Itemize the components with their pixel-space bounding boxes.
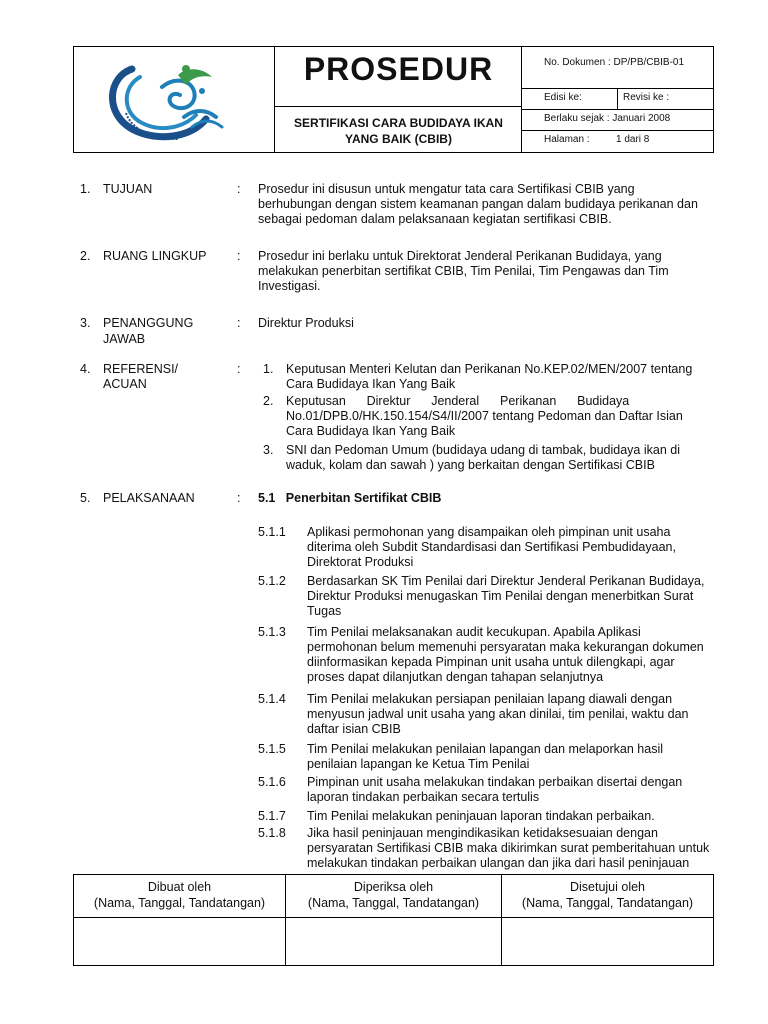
text-line: Tim Penilai melakukan penilaian lapangan dan melaporkan hasil: [307, 742, 664, 756]
text-line: Prosedur ini disusun untuk mengatur tata cara Sertifikasi CBIB yang: [258, 182, 635, 196]
text-line: SNI dan Pedoman Umum (budidaya udang di tambak, budidaya ikan di: [286, 443, 680, 457]
page-row: [522, 131, 713, 152]
text-line: diinformasikan kepada Pimpinan unit usaha untuk dilengkapi, agar: [307, 655, 675, 669]
procedure-item: [307, 574, 715, 619]
text-line: diterima oleh Subdit Standardisasi dan Sertifikasi Pembudidayaan,: [307, 540, 676, 554]
item-number: 5.1.2: [258, 574, 286, 588]
text-line: melakukan penerbitan sertifikat CBIB, Tim Penilai, Tim Pengawas dan Tim: [258, 264, 669, 278]
signature-title: Diperiksa oleh: [353, 880, 434, 894]
reference-item: [286, 394, 716, 439]
section-text: Direktur Produksi: [258, 316, 354, 330]
edition-label: Edisi ke:: [544, 92, 582, 103]
text-line: penilaian lapangan ke Ketua Tim Penilai: [307, 757, 530, 771]
logo-cell: [74, 47, 275, 152]
section-number: 2.: [80, 249, 91, 263]
section-number: 1.: [80, 182, 91, 196]
text-line: Cara Budidaya Ikan Yang Baik: [286, 424, 456, 438]
subsection-heading: 5.1 Penerbitan Sertifikat CBIB: [258, 491, 442, 505]
text-line: berhubungan dengan sistem keamanan pangan dalam budidaya perikanan dan: [258, 197, 698, 211]
document-meta: [522, 47, 713, 152]
signature-subtitle: (Nama, Tanggal, Tandatangan): [93, 896, 266, 910]
effective-row: [522, 110, 713, 131]
doc-number: No. Dokumen : DP/PB/CBIB-01: [544, 57, 685, 68]
text-line: daftar isian CBIB: [307, 722, 401, 736]
text-line: menyusun jadwal unit usaha yang akan dinilai, tim penilai, waktu dan: [307, 707, 689, 721]
text-line: No.01/DPB.0/HK.150.154/S4/II/2007 tentang Pedoman dan Daftar Isian: [286, 409, 683, 423]
section-label: PELAKSANAAN: [103, 491, 195, 505]
text-line: sebagai pedoman dalam pelaksanaan kegiatan sertifikasi CBIB.: [258, 212, 612, 226]
text-line: Jika hasil peninjauan mengindikasikan ketidaksesuaian dengan: [307, 826, 658, 840]
procedure-item: [307, 625, 715, 685]
text-line: Cara Budidaya Ikan Yang Baik: [286, 377, 456, 391]
reference-item: [286, 362, 716, 392]
section-label-line2: JAWAB: [103, 332, 146, 346]
text-line: Berdasarkan SK Tim Penilai dari Direktur Jenderal Perikanan Budidaya,: [307, 574, 705, 588]
text-line: melakukan tindakan perbaikan ulangan dan jika dari hasil peninjauan: [307, 856, 690, 870]
text-line: Direktorat Produksi: [307, 555, 414, 569]
text-line: laporan tindakan perbaikan secara tertulis: [307, 790, 540, 804]
signature-table: [73, 874, 714, 966]
text-line: Aplikasi permohonan yang disampaikan oleh pimpinan unit usaha: [307, 525, 671, 539]
section-label-line1: REFERENSI/: [103, 362, 179, 376]
document-subtitle-line1: SERTIFIKASI CARA BUDIDAYA IKAN: [294, 116, 503, 130]
procedure-item: [307, 826, 715, 871]
item-number: 5.1.5: [258, 742, 286, 756]
section-label-line1: PENANGGUNG: [103, 316, 194, 330]
section-number: 5.: [80, 491, 91, 505]
section-number: 3.: [80, 316, 91, 330]
page-label: Halaman :: [544, 134, 590, 145]
reference-number: 1.: [263, 362, 274, 376]
text-line: waduk, kolam dan sawah ) yang berkaitan dengan Sertifikasi CBIB: [286, 458, 655, 472]
signature-title: Disetujui oleh: [569, 880, 646, 894]
signature-subtitle: (Nama, Tanggal, Tandatangan): [521, 896, 694, 910]
text-line: proses dapat dilanjutkan dengan tahapan selanjutnya: [307, 670, 604, 684]
signature-title: Dibuat oleh: [147, 880, 212, 894]
procedure-item: [307, 775, 715, 805]
signature-column-reviewed: [286, 875, 502, 965]
section-colon: :: [237, 491, 241, 505]
signature-column-prepared: [74, 875, 286, 965]
signature-subtitle: (Nama, Tanggal, Tandatangan): [307, 896, 480, 910]
signature-divider: [74, 917, 713, 918]
item-number: 5.1.6: [258, 775, 286, 789]
text-line: Keputusan Direktur Jenderal Perikanan Budidaya: [286, 394, 630, 408]
section-label: RUANG LINGKUP: [103, 249, 207, 263]
text-line: Direktur Produksi menugaskan Tim Penilai dengan menerbitkan Surat: [307, 589, 694, 603]
item-number: 5.1.8: [258, 826, 286, 840]
effective-date: Berlaku sejak : Januari 2008: [544, 113, 671, 124]
text-line: Tugas: [307, 604, 342, 618]
edition-row: [522, 89, 713, 110]
title-divider: [275, 106, 522, 107]
section-colon: :: [237, 182, 241, 196]
section-colon: :: [237, 249, 241, 263]
text-line: Keputusan Menteri Kelutan dan Perikanan No.KEP.02/MEN/2007 tentang: [286, 362, 693, 376]
section-text: [258, 249, 716, 294]
document-title: PROSEDUR: [303, 51, 494, 87]
document-header: [73, 46, 714, 153]
text-line: persyaratan Sertifikasi CBIB maka dikirimkan surat pemberitahuan untuk: [307, 841, 710, 855]
section-text: [258, 182, 716, 227]
ministry-logo: [74, 47, 273, 152]
section-number: 4.: [80, 362, 91, 376]
text-line: Tim Penilai melakukan peninjauan laporan tindakan perbaikan.: [307, 809, 655, 823]
item-number: 5.1.3: [258, 625, 286, 639]
reference-item: [286, 443, 716, 473]
item-number: 5.1.4: [258, 692, 286, 706]
item-number: 5.1.1: [258, 525, 286, 539]
procedure-item: [307, 525, 715, 570]
procedure-item: [307, 742, 715, 772]
text-line: permohonan belum memenuhi persyaratan maka kekurangan dokumen: [307, 640, 704, 654]
title-cell: [275, 47, 522, 152]
procedure-item: [307, 692, 715, 737]
document-subtitle-line2: YANG BAIK (CBIB): [345, 132, 452, 146]
text-line: Prosedur ini berlaku untuk Direktorat Jenderal Perikanan Budidaya, yang: [258, 249, 662, 263]
text-line: Tim Penilai melakukan persiapan penilaian lapang diawali dengan: [307, 692, 673, 706]
text-line: Pimpinan unit usaha melakukan tindakan perbaikan disertai dengan: [307, 775, 683, 789]
page-value: 1 dari 8: [616, 134, 650, 145]
section-colon: :: [237, 362, 241, 376]
section-colon: :: [237, 316, 241, 330]
procedure-item: [307, 809, 715, 824]
text-line: Tim Penilai melaksanakan audit kecukupan. Apabila Aplikasi: [307, 625, 641, 639]
reference-number: 2.: [263, 394, 274, 408]
section-label-line2: ACUAN: [103, 377, 147, 391]
signature-column-approved: [502, 875, 713, 965]
section-label: TUJUAN: [103, 182, 153, 196]
revision-label: Revisi ke :: [623, 92, 670, 103]
item-number: 5.1.7: [258, 809, 286, 823]
doc-number-row: [522, 47, 713, 89]
text-line: Investigasi.: [258, 279, 321, 293]
reference-number: 3.: [263, 443, 274, 457]
